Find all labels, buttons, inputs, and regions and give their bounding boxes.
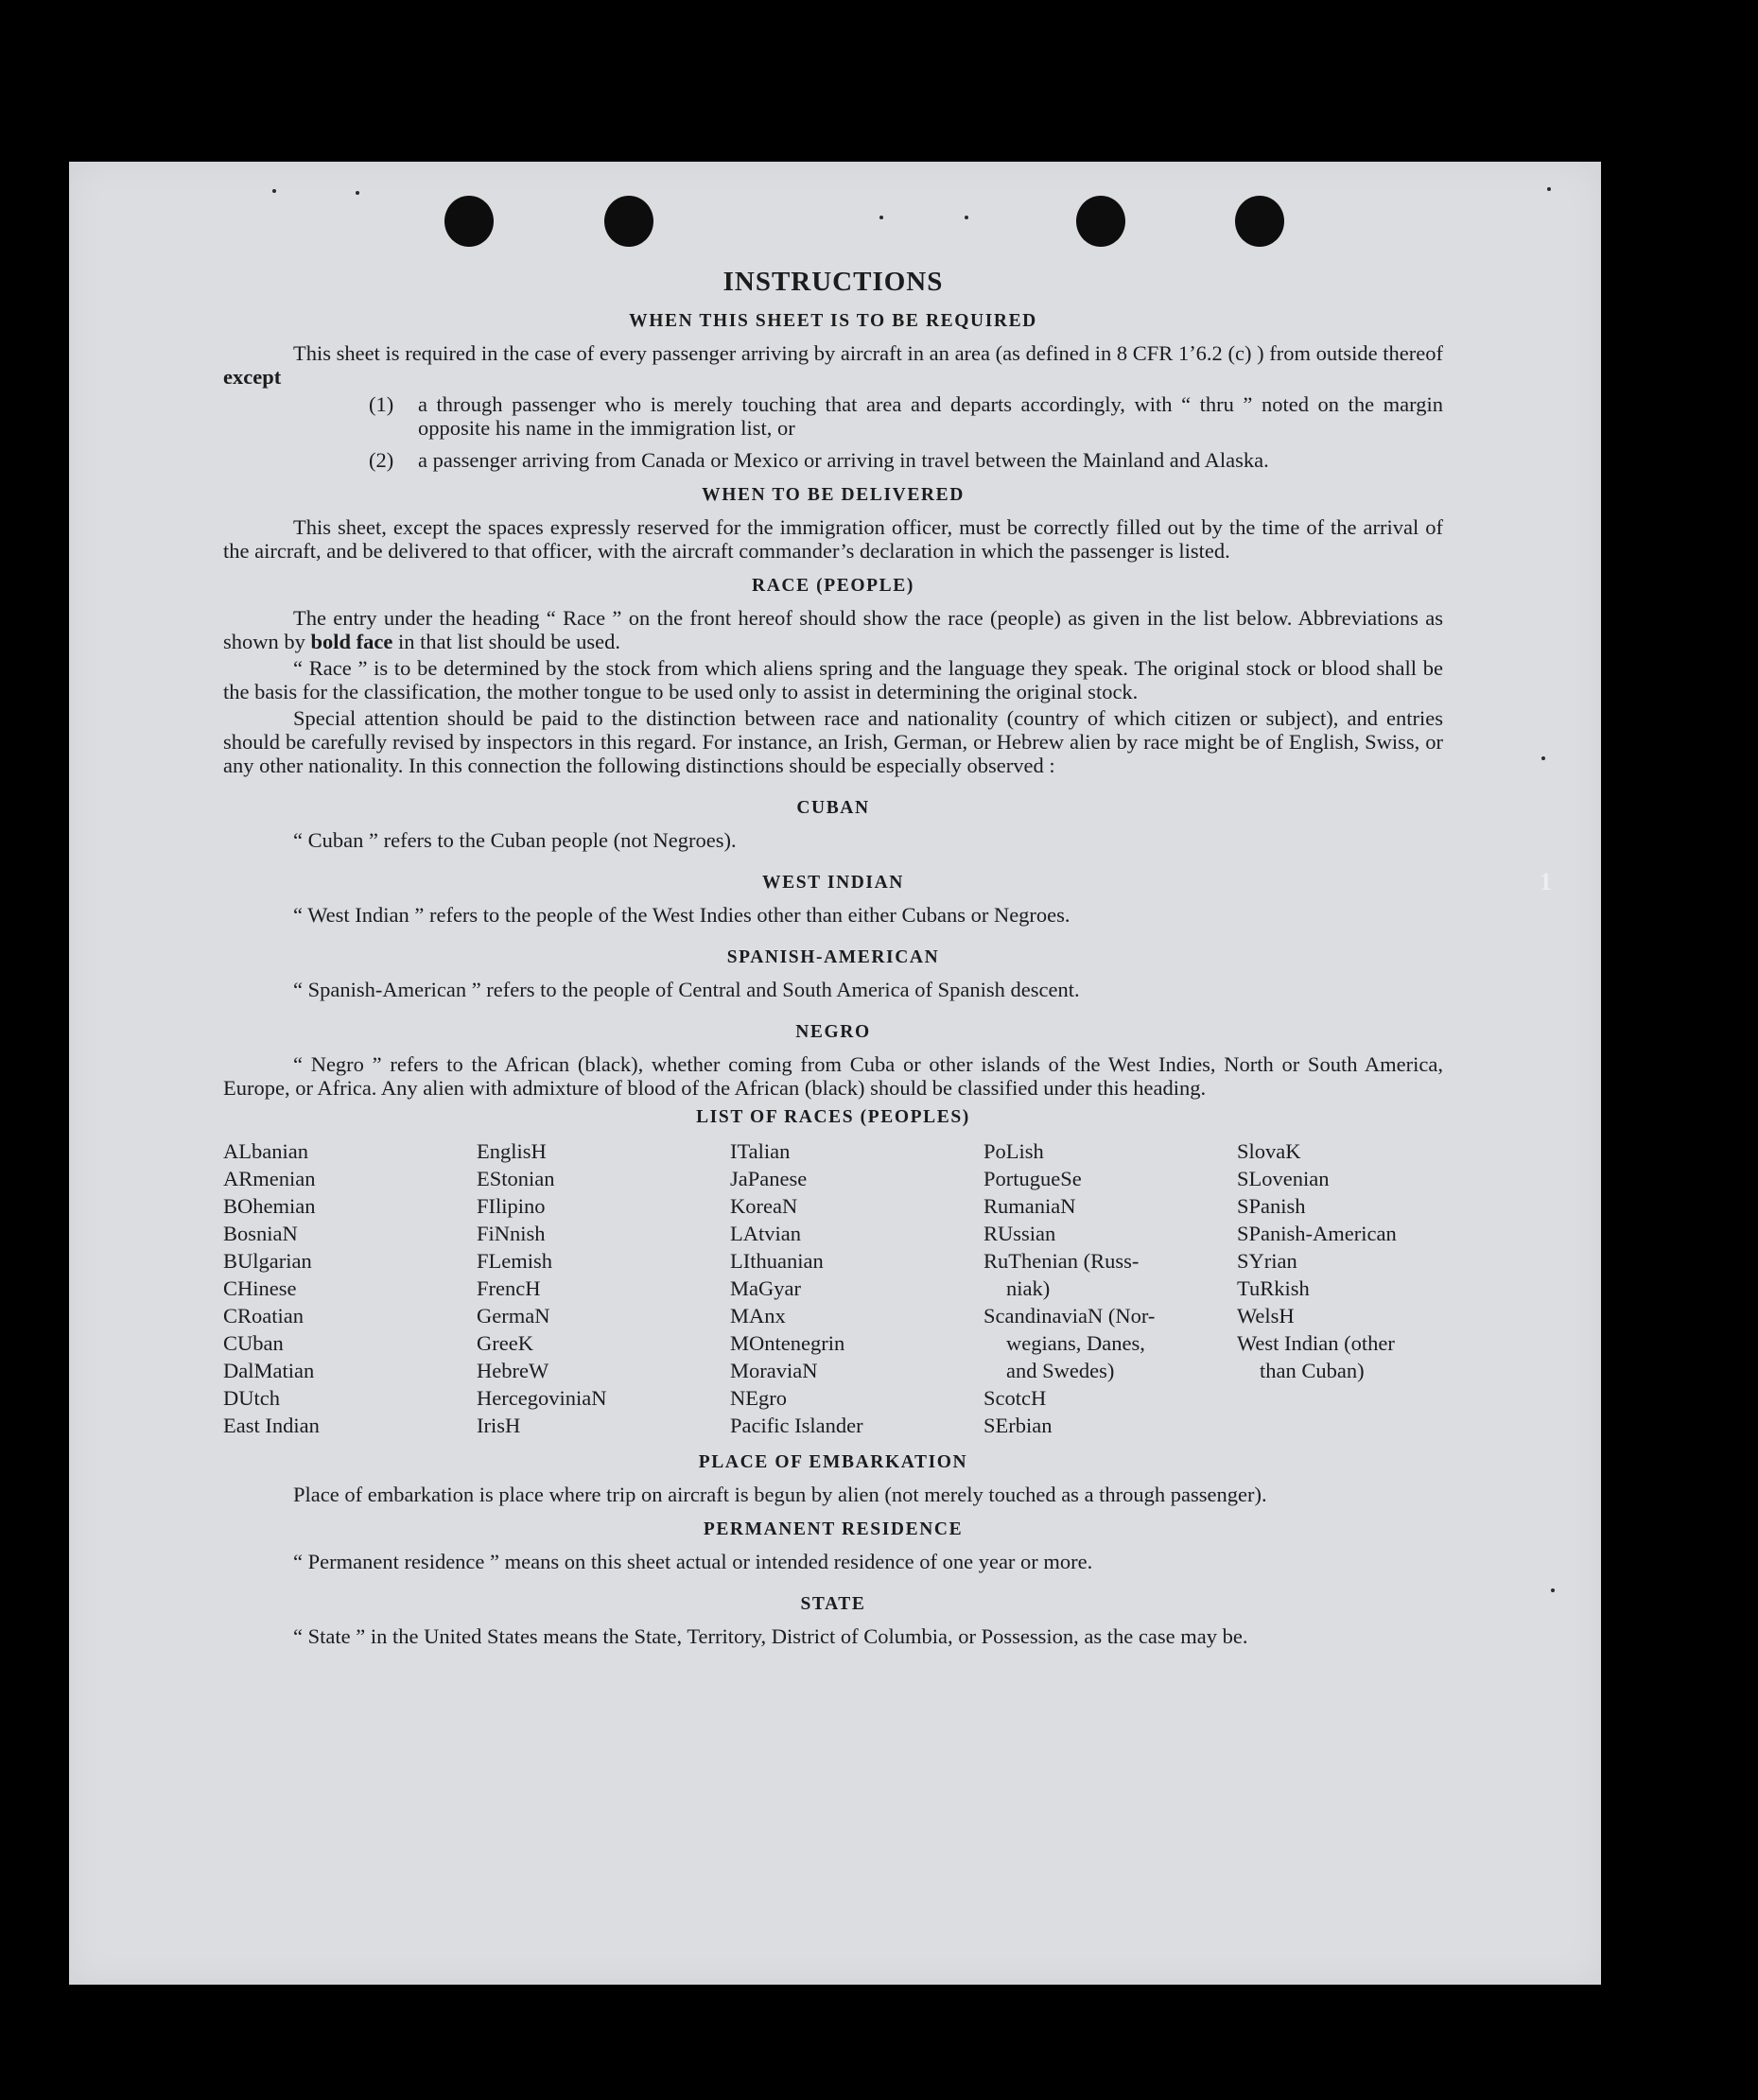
section-heading: SPANISH-AMERICAN bbox=[726, 947, 940, 967]
section-heading: WHEN THIS SHEET IS TO BE REQUIRED bbox=[629, 311, 1037, 331]
paragraph-text: in that list should be used. bbox=[398, 630, 621, 653]
race-entry: MAnx bbox=[730, 1304, 786, 1328]
race-entry: RUssian bbox=[983, 1222, 1056, 1245]
race-entry: CUban bbox=[223, 1331, 284, 1355]
paragraph: “ Cuban ” refers to the Cuban people (not Negroes). bbox=[293, 828, 737, 852]
item-number: (1) bbox=[369, 392, 394, 416]
paragraph: “ State ” in the United States means the State, Territory, District of Columbia, or Possession, as the case may be. bbox=[293, 1624, 1248, 1648]
race-entry: DUtch bbox=[223, 1386, 280, 1410]
emphasis: bold face bbox=[310, 630, 393, 653]
race-entry: ScotcH bbox=[983, 1386, 1047, 1410]
race-entry: CHinese bbox=[223, 1276, 297, 1300]
section-heading: WHEN TO BE DELIVERED bbox=[702, 485, 965, 505]
section-heading: CUBAN bbox=[796, 798, 870, 818]
race-entry: ARmenian bbox=[223, 1167, 316, 1190]
race-entry: FrencH bbox=[477, 1276, 541, 1300]
item-text: a through passenger who is merely touching that area and departs accordingly, with “ thru ” noted on the margin opposite his name in the immigration list, or bbox=[418, 392, 1443, 440]
race-entry: BOhemian bbox=[223, 1194, 316, 1218]
section-heading: STATE bbox=[800, 1594, 866, 1614]
race-entry: BUlgarian bbox=[223, 1249, 312, 1273]
speck bbox=[356, 191, 359, 195]
instructions-content bbox=[223, 261, 1443, 1648]
speck bbox=[879, 216, 883, 219]
race-entry: MOntenegrin bbox=[730, 1331, 845, 1355]
race-entry: BosniaN bbox=[223, 1222, 298, 1245]
paragraph: “ Race ” is to be determined by the stock from which aliens spring and the language they speak. The original stock or blood shall be the basis for the classification, the mother tongue to be used only to assist in determining the original stock. bbox=[223, 656, 1443, 703]
race-entry: FIlipino bbox=[477, 1194, 546, 1218]
paragraph bbox=[223, 606, 1443, 653]
race-entry: HercegoviniaN bbox=[477, 1386, 607, 1410]
race-entry: wegians, Danes, bbox=[1006, 1331, 1145, 1355]
race-entry: PortugueSe bbox=[983, 1167, 1082, 1190]
section-heading: LIST OF RACES (PEOPLES) bbox=[696, 1107, 970, 1127]
race-entry: SErbian bbox=[983, 1414, 1053, 1437]
section-heading: NEGRO bbox=[795, 1022, 871, 1042]
race-entry: niak) bbox=[1006, 1276, 1051, 1300]
race-entry: ITalian bbox=[730, 1139, 791, 1163]
race-column bbox=[730, 1137, 983, 1439]
race-entry: RumaniaN bbox=[983, 1194, 1076, 1218]
emphasis: except bbox=[223, 365, 282, 389]
race-entry: ScandinaviaN (Nor- bbox=[983, 1304, 1156, 1328]
item-text: a passenger arriving from Canada or Mexico or arriving in travel between the Mainland and Alaska. bbox=[418, 448, 1269, 472]
punch-hole bbox=[604, 196, 653, 247]
race-entry: ALbanian bbox=[223, 1139, 308, 1163]
punch-hole bbox=[1076, 196, 1125, 247]
race-entry: EStonian bbox=[477, 1167, 555, 1190]
race-entry: EnglisH bbox=[477, 1139, 547, 1163]
punch-hole bbox=[1235, 196, 1284, 247]
race-entry: GreeK bbox=[477, 1331, 533, 1355]
race-entry: SPanish bbox=[1237, 1194, 1306, 1218]
paragraph: Special attention should be paid to the distinction between race and nationality (country of which citizen or subject), and entries should be carefully revised by inspectors in this regard. For instance, an Irish, German, or Hebrew alien by race might be of English, Swiss, or any other nationality. In this connection the following distinctions should be especially observed : bbox=[223, 706, 1443, 777]
speck bbox=[272, 189, 276, 193]
section-heading: PLACE OF EMBARKATION bbox=[698, 1452, 968, 1472]
race-column bbox=[1237, 1137, 1454, 1439]
race-entry: RuThenian (Russ- bbox=[983, 1249, 1140, 1273]
race-column bbox=[983, 1137, 1237, 1439]
speck bbox=[1551, 1588, 1555, 1592]
race-entry: SYrian bbox=[1237, 1249, 1297, 1273]
race-entry: IrisH bbox=[477, 1414, 521, 1437]
race-entry: LIthuanian bbox=[730, 1249, 824, 1273]
race-entry: HebreW bbox=[477, 1359, 549, 1382]
race-entry: MoraviaN bbox=[730, 1359, 818, 1382]
race-entry: West Indian (other bbox=[1237, 1331, 1395, 1355]
section-heading: PERMANENT RESIDENCE bbox=[703, 1519, 964, 1539]
paragraph-text: This sheet is required in the case of every passenger arriving by aircraft in an area (as defined in 8 CFR 1ʼ6.2 (c) ) from outside thereof bbox=[293, 341, 1443, 365]
race-entry: FLemish bbox=[477, 1249, 553, 1273]
speck bbox=[1547, 187, 1551, 191]
speck bbox=[965, 216, 968, 219]
page-title: INSTRUCTIONS bbox=[722, 267, 944, 297]
punch-hole bbox=[444, 196, 494, 247]
margin-mark: 1 bbox=[1540, 868, 1552, 895]
race-entry: DalMatian bbox=[223, 1359, 315, 1382]
race-entry: SPanish-American bbox=[1237, 1222, 1397, 1245]
paragraph: “ Permanent residence ” means on this sheet actual or intended residence of one year or more. bbox=[293, 1550, 1093, 1573]
race-entry: LAtvian bbox=[730, 1222, 801, 1245]
race-column bbox=[477, 1137, 730, 1439]
paragraph: “ West Indian ” refers to the people of the West Indies other than either Cubans or Negroes. bbox=[293, 903, 1070, 927]
paragraph: Place of embarkation is place where trip on aircraft is begun by alien (not merely touched as a through passenger). bbox=[293, 1483, 1267, 1506]
race-entry: PoLish bbox=[983, 1139, 1044, 1163]
race-entry: than Cuban) bbox=[1260, 1359, 1365, 1382]
race-entry: FiNnish bbox=[477, 1222, 546, 1245]
speck bbox=[1541, 756, 1545, 760]
race-entry: TuRkish bbox=[1237, 1276, 1310, 1300]
race-entry: CRoatian bbox=[223, 1304, 304, 1328]
race-entry: KoreaN bbox=[730, 1194, 798, 1218]
race-entry: JaPanese bbox=[730, 1167, 808, 1190]
section-heading: WEST INDIAN bbox=[762, 873, 904, 893]
paragraph: “ Spanish-American ” refers to the people of Central and South America of Spanish descent. bbox=[293, 978, 1080, 1001]
race-entry: NEgro bbox=[730, 1386, 787, 1410]
race-entry: East Indian bbox=[223, 1414, 320, 1437]
item-number: (2) bbox=[369, 448, 394, 472]
paragraph bbox=[223, 341, 1443, 389]
paragraph: This sheet, except the spaces expressly reserved for the immigration officer, must be correctly filled out by the time of the arrival of the aircraft, and be delivered to that officer, with the aircraft commander’s declaration in which the passenger is listed. bbox=[223, 515, 1443, 563]
race-entry: and Swedes) bbox=[1006, 1359, 1115, 1382]
paragraph: “ Negro ” refers to the African (black), whether coming from Cuba or other islands of the West Indies, North or South America, Europe, or Africa. Any alien with admixture of blood of the African (black) should be classified under this heading. bbox=[223, 1052, 1443, 1100]
race-entry: SLovenian bbox=[1237, 1167, 1330, 1190]
race-entry: WelsH bbox=[1237, 1304, 1295, 1328]
race-list bbox=[223, 1137, 1443, 1439]
list-item bbox=[369, 392, 1443, 440]
race-entry: Pacific Islander bbox=[730, 1414, 863, 1437]
list-item bbox=[369, 448, 1443, 472]
section-heading: RACE (PEOPLE) bbox=[752, 576, 914, 596]
race-entry: SlovaK bbox=[1237, 1139, 1301, 1163]
paragraph-text: The entry under the heading “ Race ” on the front hereof should show the race (people) as given in the list below. Abbreviations as shown by bbox=[223, 606, 1443, 653]
race-entry: MaGyar bbox=[730, 1276, 801, 1300]
race-entry: GermaN bbox=[477, 1304, 550, 1328]
race-column bbox=[223, 1137, 477, 1439]
